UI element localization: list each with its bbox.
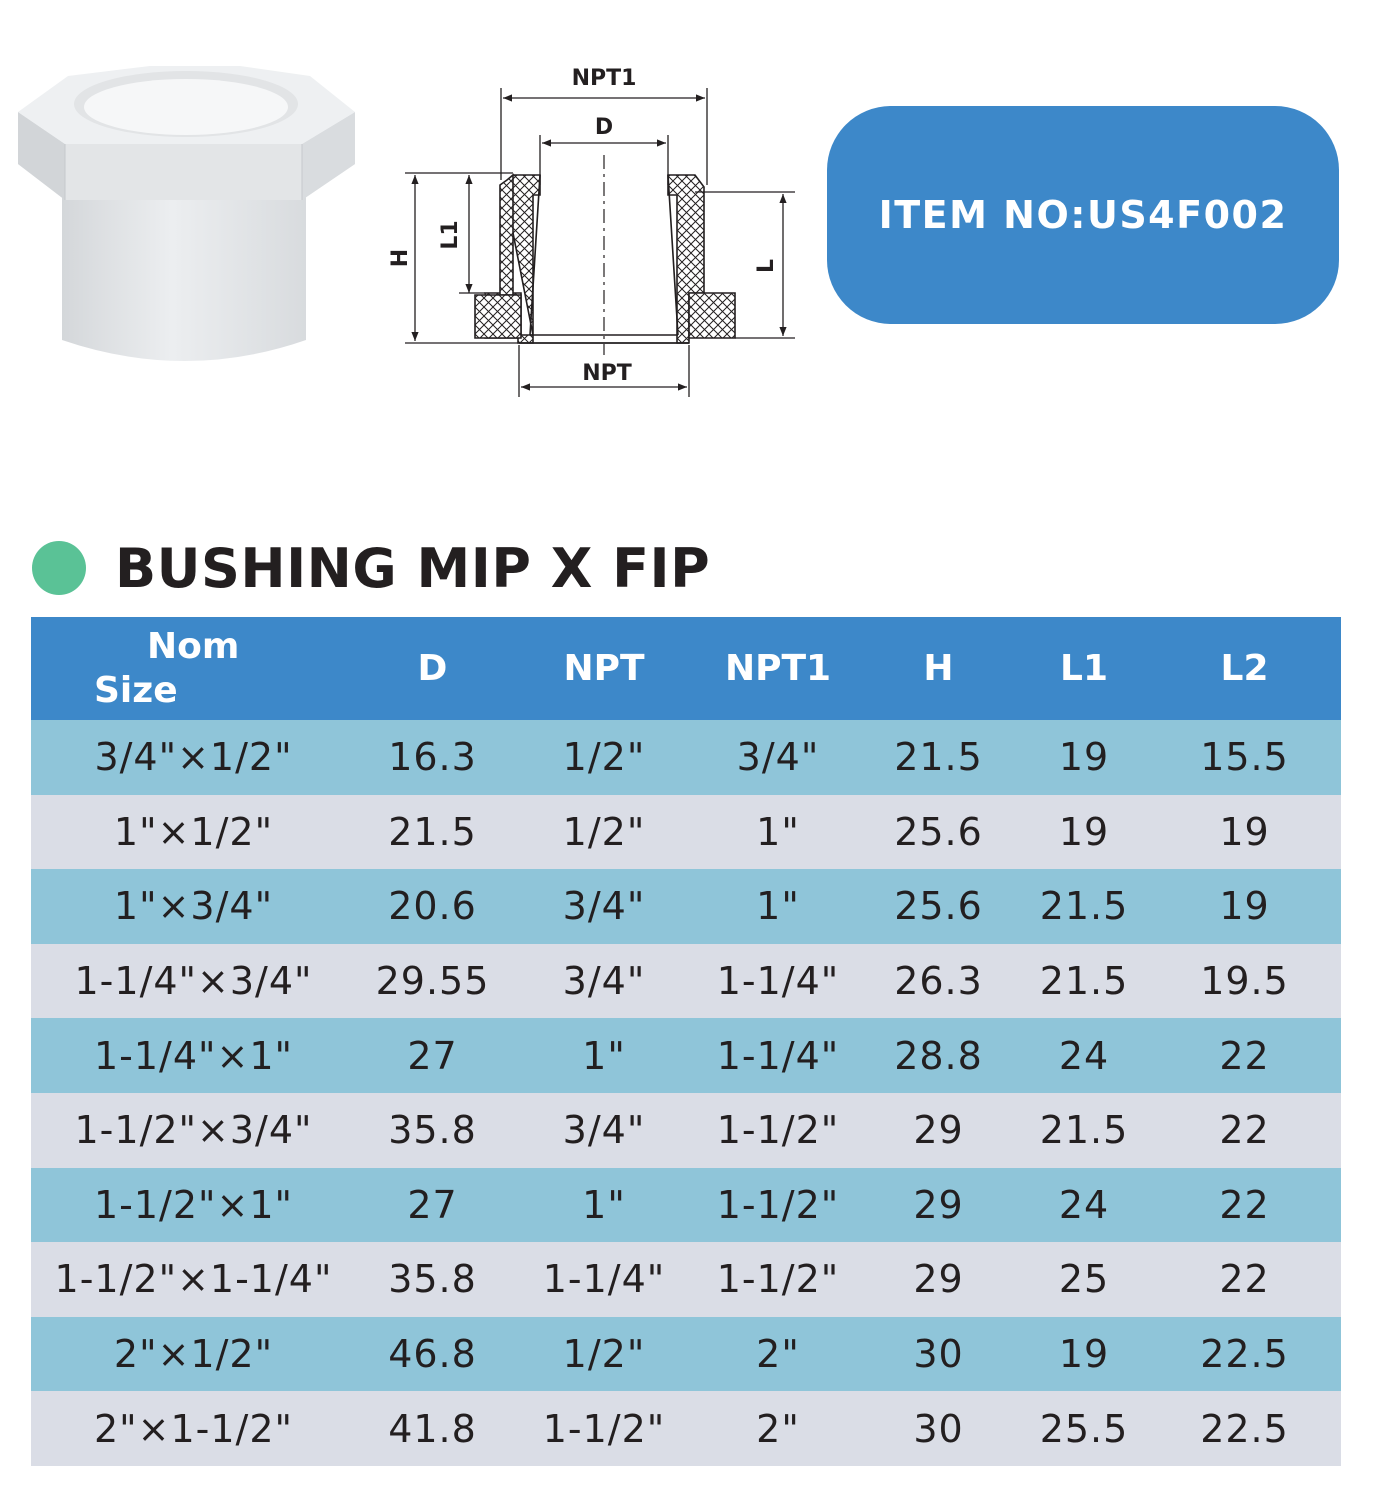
cell-npt: 1" [509,1168,699,1243]
cell-d: 29.55 [356,944,509,1019]
cell-nom-size: 1-1/4"×3/4" [31,944,356,1019]
cell-h: 29 [857,1242,1020,1317]
column-header-npt1: NPT1 [699,617,857,720]
table-row [31,720,1341,795]
cell-d: 35.8 [356,1242,509,1317]
cell-l2: 22 [1148,1018,1341,1093]
cell-npt1: 2" [699,1391,857,1466]
cell-nom-size: 3/4"×1/2" [31,720,356,795]
cell-l1: 24 [1020,1168,1148,1243]
cell-d: 27 [356,1168,509,1243]
h-dimension-label: H [388,248,413,268]
column-header-nom-size [31,617,356,720]
table-row [31,1391,1341,1466]
cell-npt: 3/4" [509,944,699,1019]
table-row [31,1093,1341,1168]
cell-nom-size: 1-1/4"×1" [31,1018,356,1093]
table-row [31,869,1341,944]
cell-l1: 25.5 [1020,1391,1148,1466]
cell-d: 35.8 [356,1093,509,1168]
cell-h: 30 [857,1317,1020,1392]
cell-npt: 1/2" [509,795,699,870]
item-number-text: ITEM NO:US4F002 [878,193,1288,237]
cell-nom-size: 1-1/2"×3/4" [31,1093,356,1168]
cell-h: 28.8 [857,1018,1020,1093]
column-header-l1: L1 [1020,617,1148,720]
cell-npt: 1-1/2" [509,1391,699,1466]
table-row [31,1018,1341,1093]
cell-l1: 25 [1020,1242,1148,1317]
cell-l2: 19 [1148,869,1341,944]
cell-l1: 24 [1020,1018,1148,1093]
cell-d: 27 [356,1018,509,1093]
cell-h: 26.3 [857,944,1020,1019]
l-dimension-label: L [754,258,779,274]
cell-npt: 3/4" [509,869,699,944]
cell-d: 41.8 [356,1391,509,1466]
table-header-row [31,617,1341,720]
item-number-badge [827,106,1339,324]
cell-nom-size: 2"×1-1/2" [31,1391,356,1466]
cross-section-diagram [385,55,805,405]
table-row [31,1317,1341,1392]
npt-dimension-label: NPT [582,361,632,386]
table-row [31,1168,1341,1243]
cell-npt: 1/2" [509,1317,699,1392]
cell-npt1: 2" [699,1317,857,1392]
cell-l2: 22.5 [1148,1391,1341,1466]
npt1-dimension-label: NPT1 [571,66,637,91]
cell-nom-size: 1"×3/4" [31,869,356,944]
spec-table [31,617,1341,1466]
cell-h: 29 [857,1093,1020,1168]
cell-npt1: 1-1/4" [699,944,857,1019]
l1-dimension-label: L1 [438,220,463,250]
nom-size-line1: Nom [147,625,240,667]
table-row [31,1242,1341,1317]
cell-l2: 22 [1148,1093,1341,1168]
section-bullet [32,541,86,595]
cell-npt1: 3/4" [699,720,857,795]
cell-nom-size: 1"×1/2" [31,795,356,870]
cell-l1: 21.5 [1020,1093,1148,1168]
cell-l2: 19 [1148,795,1341,870]
cell-l2: 22 [1148,1242,1341,1317]
cell-nom-size: 1-1/2"×1-1/4" [31,1242,356,1317]
d-dimension-label: D [594,115,614,140]
cell-l2: 22 [1148,1168,1341,1243]
cell-npt: 1-1/4" [509,1242,699,1317]
cell-l1: 19 [1020,720,1148,795]
cell-nom-size: 2"×1/2" [31,1317,356,1392]
cell-l2: 15.5 [1148,720,1341,795]
cell-l1: 21.5 [1020,869,1148,944]
cell-h: 29 [857,1168,1020,1243]
cell-l1: 21.5 [1020,944,1148,1019]
cell-l2: 19.5 [1148,944,1341,1019]
cell-h: 25.6 [857,869,1020,944]
cell-npt1: 1-1/2" [699,1093,857,1168]
column-header-d: D [356,617,509,720]
cell-h: 21.5 [857,720,1020,795]
cell-h: 25.6 [857,795,1020,870]
cell-h: 30 [857,1391,1020,1466]
table-row [31,795,1341,870]
cell-d: 16.3 [356,720,509,795]
cell-nom-size: 1-1/2"×1" [31,1168,356,1243]
cell-npt: 3/4" [509,1093,699,1168]
cell-l2: 22.5 [1148,1317,1341,1392]
cell-npt: 1/2" [509,720,699,795]
cell-npt1: 1-1/2" [699,1242,857,1317]
column-header-l2: L2 [1148,617,1341,720]
cell-npt1: 1-1/4" [699,1018,857,1093]
section-title: BUSHING MIP X FIP [115,537,711,600]
cell-l1: 19 [1020,795,1148,870]
column-header-npt: NPT [509,617,699,720]
cell-npt: 1" [509,1018,699,1093]
cell-d: 20.6 [356,869,509,944]
cell-d: 21.5 [356,795,509,870]
nom-size-line2: Size [94,669,178,711]
cell-d: 46.8 [356,1317,509,1392]
cell-npt1: 1-1/2" [699,1168,857,1243]
cell-npt1: 1" [699,795,857,870]
cell-npt1: 1" [699,869,857,944]
table-row [31,944,1341,1019]
cell-l1: 19 [1020,1317,1148,1392]
column-header-h: H [857,617,1020,720]
product-photo [10,64,360,374]
